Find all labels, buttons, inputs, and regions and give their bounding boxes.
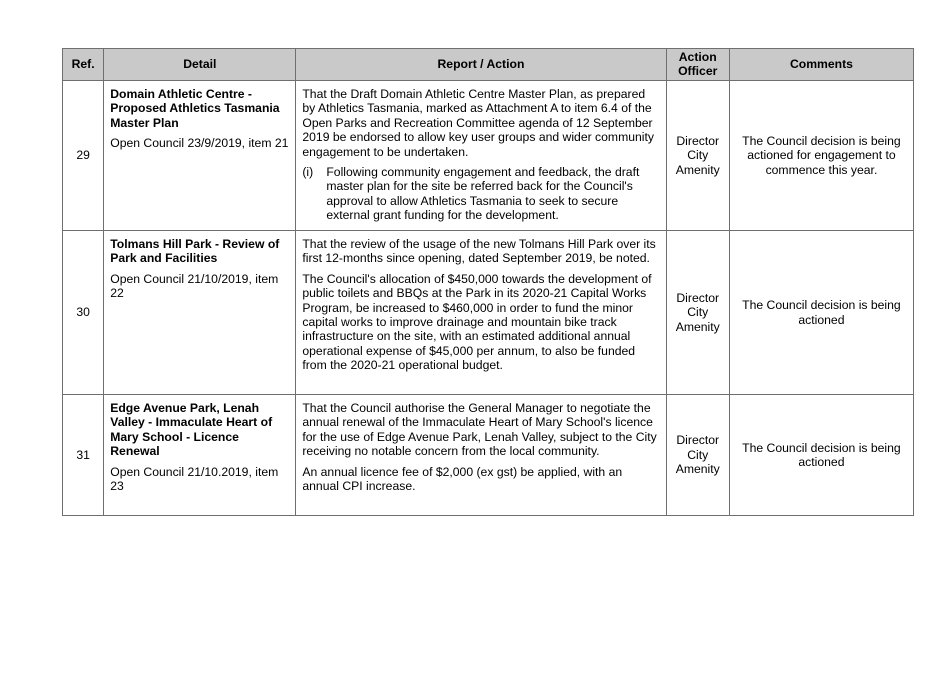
- action-officer-cell: Director City Amenity: [666, 395, 729, 516]
- report-cell: [296, 395, 666, 516]
- table-row: [63, 231, 914, 395]
- report-cell: [296, 231, 666, 395]
- table-row: [63, 395, 914, 516]
- header-detail: Detail: [104, 49, 296, 81]
- report-paragraph: An annual licence fee of $2,000 (ex gst) be applied, with an annual CPI increase.: [302, 464, 623, 494]
- detail-cell: [104, 231, 296, 395]
- ref-cell: 31: [63, 395, 104, 516]
- detail-meeting: Open Council 23/9/2019, item 21: [110, 136, 289, 151]
- header-ref: Ref.: [63, 49, 104, 81]
- detail-title: Tolmans Hill Park - Review of Park and Facilities: [110, 237, 280, 266]
- table-body: [63, 81, 914, 516]
- detail-meeting: Open Council 21/10.2019, item 23: [110, 464, 279, 494]
- report-cell: [296, 81, 666, 231]
- council-decisions-table: [62, 48, 914, 516]
- detail-cell: [104, 395, 296, 516]
- report-paragraph: The Council's allocation of $450,000 towards the development of public toilets and BBQs at the Park in its 2020-21 Capital Works Program, be increased to $460,000 in order to fund the minor capital works to improve drainage and mountain bike track infrastructure on the site, with an estimated additional annual operational expense of $45,000 per annum, to also be funded from the 2020-21 operational budget.: [302, 271, 652, 373]
- detail-meeting: Open Council 21/10/2019, item 22: [110, 271, 279, 301]
- action-officer-cell: Director City Amenity: [666, 81, 729, 231]
- ref-cell: 30: [63, 231, 104, 395]
- comments-cell: The Council decision is being actioned: [729, 395, 913, 516]
- detail-title: Domain Athletic Centre - Proposed Athletics Tasmania Master Plan: [110, 87, 280, 130]
- detail-cell: [104, 81, 296, 231]
- table-row: [63, 81, 914, 231]
- detail-title: Edge Avenue Park, Lenah Valley - Immaculate Heart of Mary School - Licence Renewal: [110, 401, 273, 459]
- comments-cell: The Council decision is being actioned for engagement to commence this year.: [729, 81, 913, 231]
- header-action-officer: Action Officer: [666, 49, 729, 81]
- report-paragraph: That the Draft Domain Athletic Centre Master Plan, as prepared by Athletics Tasmania, marked as Attachment A to item 6.4 of the Open Parks and Recreation Committee agenda of 12 September 2019 be endorsed to allow key user groups and wider community engagement to be undertaken.: [302, 87, 654, 159]
- subitem-text: Following community engagement and feedback, the draft master plan for the site be referred back for the Council's approval to allow Athletics Tasmania to seek to secure external grant funding for the development.: [326, 165, 640, 223]
- ref-cell: 29: [63, 81, 104, 231]
- report-subitem: [302, 165, 659, 223]
- header-row: [63, 49, 914, 81]
- table-header: [63, 49, 914, 81]
- subitem-number: (i): [302, 165, 314, 180]
- header-report-action: Report / Action: [296, 49, 666, 81]
- action-officer-cell: Director City Amenity: [666, 231, 729, 395]
- report-paragraph: That the review of the usage of the new Tolmans Hill Park over its first 12-months since opening, dated September 2019, be noted.: [302, 237, 656, 266]
- header-comments: Comments: [729, 49, 913, 81]
- report-paragraph: That the Council authorise the General Manager to negotiate the annual renewal of the Immaculate Heart of Mary School's licence for the use of Edge Avenue Park, Lenah Valley, subject to the City receiving no notable concern from the local community.: [302, 401, 657, 459]
- comments-cell: The Council decision is being actioned: [729, 231, 913, 395]
